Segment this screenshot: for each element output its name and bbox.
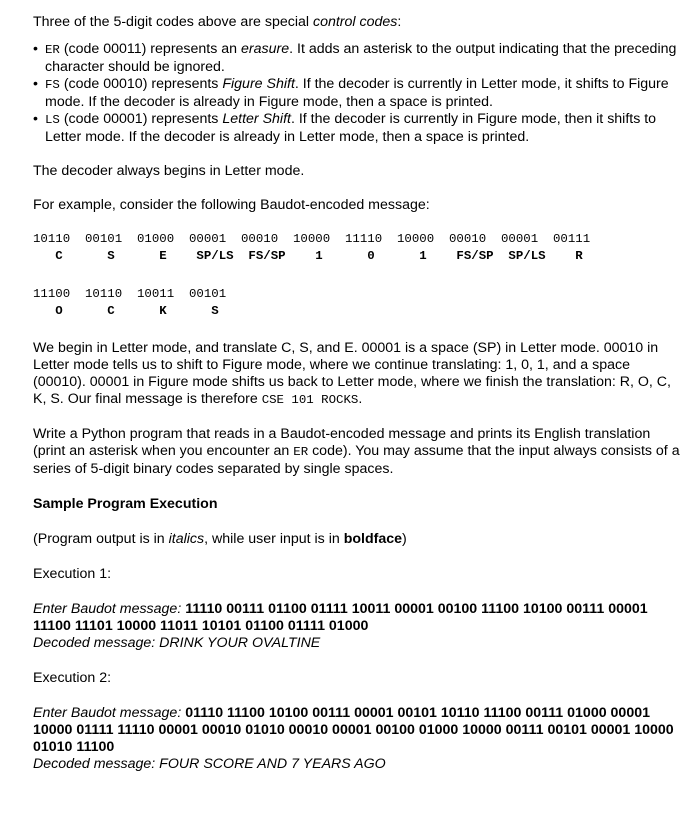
label-cell: S	[211, 304, 219, 318]
code-ls: LS	[45, 113, 60, 127]
execution-2-input-line: Enter Baudot message: 01110 11100 10100 00111 00001 00101 10110 11100 00111 01000 00001 10000 01111 11110 00001 00010 01010 00010 00001 00100 01000 10000 00111 00101 00001 10000 01010 11100	[33, 705, 674, 755]
code-cell: 10000	[397, 232, 435, 246]
code-cell: 00010	[449, 232, 487, 246]
execution-1-input-line: Enter Baudot message: 11110 00111 01100 01111 10011 00001 00100 11100 10100 00111 00001 11100 11101 10000 11011 10101 01100 01111 01000	[33, 601, 648, 634]
execution-1-title: Execution 1:	[33, 566, 112, 582]
execution-2-title: Execution 2:	[33, 670, 112, 686]
label-cell: SP/LS	[508, 249, 546, 263]
control-codes-intro: Three of the 5-digit codes above are special control codes:	[33, 14, 402, 30]
label-cell: R	[575, 249, 583, 263]
label-cell: 0	[367, 249, 375, 263]
code-cell: 01000	[137, 232, 175, 246]
code-cell: 00101	[85, 232, 123, 246]
example-intro: For example, consider the following Baudot-encoded message:	[33, 197, 430, 213]
code-cell: 00111	[553, 232, 591, 246]
label-cell: K	[159, 304, 167, 318]
er-code-inline: ER	[293, 445, 309, 459]
code-cell: 10110	[33, 232, 71, 246]
code-cell: 00001	[501, 232, 539, 246]
sample-heading: Sample Program Execution	[33, 496, 218, 512]
code-fs: FS	[45, 78, 60, 92]
code-cell: 10110	[85, 287, 123, 301]
label-cell: 1	[419, 249, 427, 263]
execution-1-block	[33, 601, 682, 652]
code-cell: 00010	[241, 232, 279, 246]
format-legend: (Program output is in italics, while user input is in boldface)	[33, 531, 407, 547]
label-cell: O	[55, 304, 63, 318]
label-cell: FS/SP	[456, 249, 494, 263]
execution-2-input: 01110 11100 10100 00111 00001 00101 10110 11100 00111 01000 00001 10000 01111 11110 00001 00010 01010 00010 00001 00100 01000 10000 00111 00101 00001 10000 01010 11100	[33, 705, 674, 755]
label-cell: 1	[315, 249, 323, 263]
execution-1-input: 11110 00111 01100 01111 10011 00001 00100 11100 10100 00111 00001 11100 11101 10000 11011 10101 01100 01111 01000	[33, 601, 648, 634]
example-labels-row-1	[33, 248, 682, 265]
control-codes-term: control codes	[312, 14, 398, 30]
code-cell: 11100	[33, 287, 71, 301]
code-cell: 10011	[137, 287, 175, 301]
label-cell: S	[107, 249, 115, 263]
label-cell: C	[107, 304, 115, 318]
code-cell: 11110	[345, 232, 383, 246]
label-cell: SP/LS	[196, 249, 234, 263]
code-er: ER	[45, 43, 60, 57]
begin-mode-note: The decoder always begins in Letter mode.	[33, 163, 305, 179]
code-cell: 00101	[189, 287, 227, 301]
example-explanation: We begin in Letter mode, and translate C, S, and E. 00001 is a space (SP) in Letter mode. 00010 in Letter mode tells us to shift to Figure mode, where we continue translating: 1, 0, 1, and a space (00010). 00001 in Figure mode shifts us back to Letter mode, where we finish the translation: R, O, C, K, S. Our final message is therefore CSE 101 ROCKS.	[33, 340, 671, 407]
execution-1-output: Decoded message: DRINK YOUR OVALTINE	[33, 635, 321, 651]
execution-2-output: Decoded message: FOUR SCORE AND 7 YEARS AGO	[33, 756, 386, 772]
example-codes-row-1	[33, 231, 682, 248]
execution-2-block	[33, 705, 682, 773]
code-cell: 00001	[189, 232, 227, 246]
code-cell: 10000	[293, 232, 331, 246]
label-cell: C	[55, 249, 63, 263]
final-message-code: CSE 101 ROCKS	[261, 393, 359, 407]
list-item-ls: • LS (code 00001) represents Letter Shift. If the decoder is currently in Figure mode, then it shifts to Letter mode. If the decoder is already in Letter mode, then a space is printed.	[33, 111, 682, 146]
control-code-list	[33, 41, 682, 146]
example-codes-row-2	[33, 286, 682, 303]
label-cell: E	[159, 249, 167, 263]
list-item-er: • ER (code 00011) represents an erasure. It adds an asterisk to the output indicating that the preceding character should be ignored.	[33, 41, 682, 76]
task-description: Write a Python program that reads in a Baudot-encoded message and prints its English translation (print an asterisk when you encounter an ER code). You may assume that the input always consists of a series of 5-digit binary codes separated by single spaces.	[33, 426, 680, 477]
label-cell: FS/SP	[248, 249, 286, 263]
list-item-fs: • FS (code 00010) represents Figure Shift. If the decoder is currently in Letter mode, it shifts to Figure mode. If the decoder is already in Figure mode, then a space is printed.	[33, 76, 682, 111]
example-code-table	[33, 231, 682, 320]
example-labels-row-2	[33, 303, 682, 320]
